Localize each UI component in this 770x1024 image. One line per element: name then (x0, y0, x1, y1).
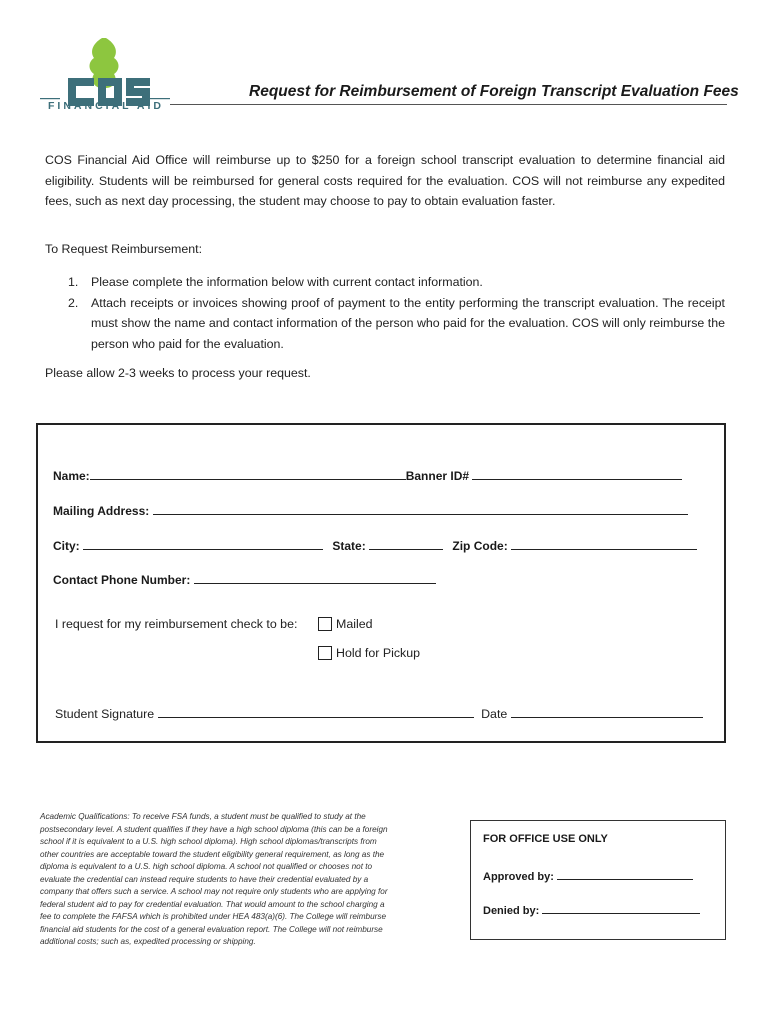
city-field[interactable] (83, 537, 323, 550)
date-field[interactable] (511, 705, 703, 718)
denied-label: Denied by: (483, 905, 540, 917)
address-row (53, 502, 688, 518)
city-state-zip-row (53, 537, 697, 553)
denied-row (483, 901, 700, 917)
mailing-address-field[interactable] (153, 502, 688, 515)
check-delivery-prompt: I request for my reimbursement check to be: (55, 617, 298, 631)
name-field[interactable] (90, 467, 406, 480)
state-field[interactable] (369, 537, 443, 550)
signature-row (55, 705, 703, 721)
step-number: 2. (68, 295, 79, 310)
logo-caption: FINANCIAL AID (48, 100, 164, 112)
academic-qualifications-note: Academic Qualifications: To receive FSA funds, a student must be qualified to study at the postsecondary level. A student qualifies if they have a high school diploma (this can be a foreign school if it is equivalent to a U.S. high school diploma). High school diplomas/transcripts from other countries are acceptable toward the student eligibility general requirement, as long as the diploma is equivalent to a U.S. high school diploma. A school not qualified or chooses not to evaluate the credential can instead require students to have their credential evaluated by a company that offers such a service. A school may not require only students who are applying for federal student aid to pay for credential evaluation. That would amount to the school charging a fee to complete the FAFSA which is prohibited under HEA 483(a)(6). The College will reimburse financial aid students for the cost of a general evaluation report. The College will not reimburse additional costs; such as, expedited processing or shipping. (40, 812, 388, 946)
request-heading: To Request Reimbursement: (45, 242, 203, 256)
mailed-checkbox[interactable] (318, 617, 332, 631)
step-text: Attach receipts or invoices showing proof of payment to the entity performing the transcript evaluation. The receipt must show the name and contact information of the person who paid for the evaluation. COS will only reimburse the person who paid for the evaluation. (91, 295, 725, 351)
date-label: Date (481, 707, 508, 721)
phone-label: Contact Phone Number: (53, 573, 191, 587)
city-label: City: (53, 539, 80, 553)
title-divider (170, 104, 727, 105)
signature-field[interactable] (158, 705, 474, 718)
zip-code-label: Zip Code: (452, 539, 508, 553)
intro-paragraph: COS Financial Aid Office will reimburse up to $250 for a foreign school transcript evaluation to determine financial aid eligibility. Students will be reimbursed for general costs required for the evaluation. COS will not reimburse any expedited fees, such as next day processing, the student may choose to pay to obtain evaluation faster. (45, 153, 725, 208)
denied-field[interactable] (542, 901, 700, 914)
processing-note: Please allow 2-3 weeks to process your request. (45, 366, 311, 380)
step-number: 1. (68, 275, 79, 289)
mailed-option[interactable] (318, 617, 373, 631)
step-text: Please complete the information below with current contact information. (91, 275, 483, 289)
approved-row (483, 867, 693, 883)
signature-label: Student Signature (55, 707, 155, 721)
pickup-checkbox[interactable] (318, 646, 332, 660)
name-label: Name: (53, 469, 90, 483)
banner-id-field[interactable] (472, 467, 682, 480)
office-use-heading: FOR OFFICE USE ONLY (483, 833, 608, 845)
list-item (45, 272, 725, 293)
phone-field[interactable] (194, 571, 436, 584)
name-row (53, 467, 682, 483)
state-label: State: (332, 539, 366, 553)
steps-list (45, 272, 725, 354)
pickup-label: Hold for Pickup (336, 646, 421, 660)
approved-label: Approved by: (483, 871, 554, 883)
zip-code-field[interactable] (511, 537, 697, 550)
reimbursement-form (36, 423, 726, 743)
banner-id-label: Banner ID# (405, 469, 470, 483)
list-item (45, 293, 725, 355)
mailed-label: Mailed (336, 617, 373, 631)
mailing-address-label: Mailing Address: (53, 504, 150, 518)
approved-field[interactable] (557, 867, 693, 880)
pickup-option[interactable] (318, 646, 420, 660)
check-delivery-row (55, 617, 297, 631)
office-use-box (470, 820, 726, 940)
document-title: Request for Reimbursement of Foreign Transcript Evaluation Fees (249, 83, 739, 100)
phone-row (53, 571, 436, 587)
